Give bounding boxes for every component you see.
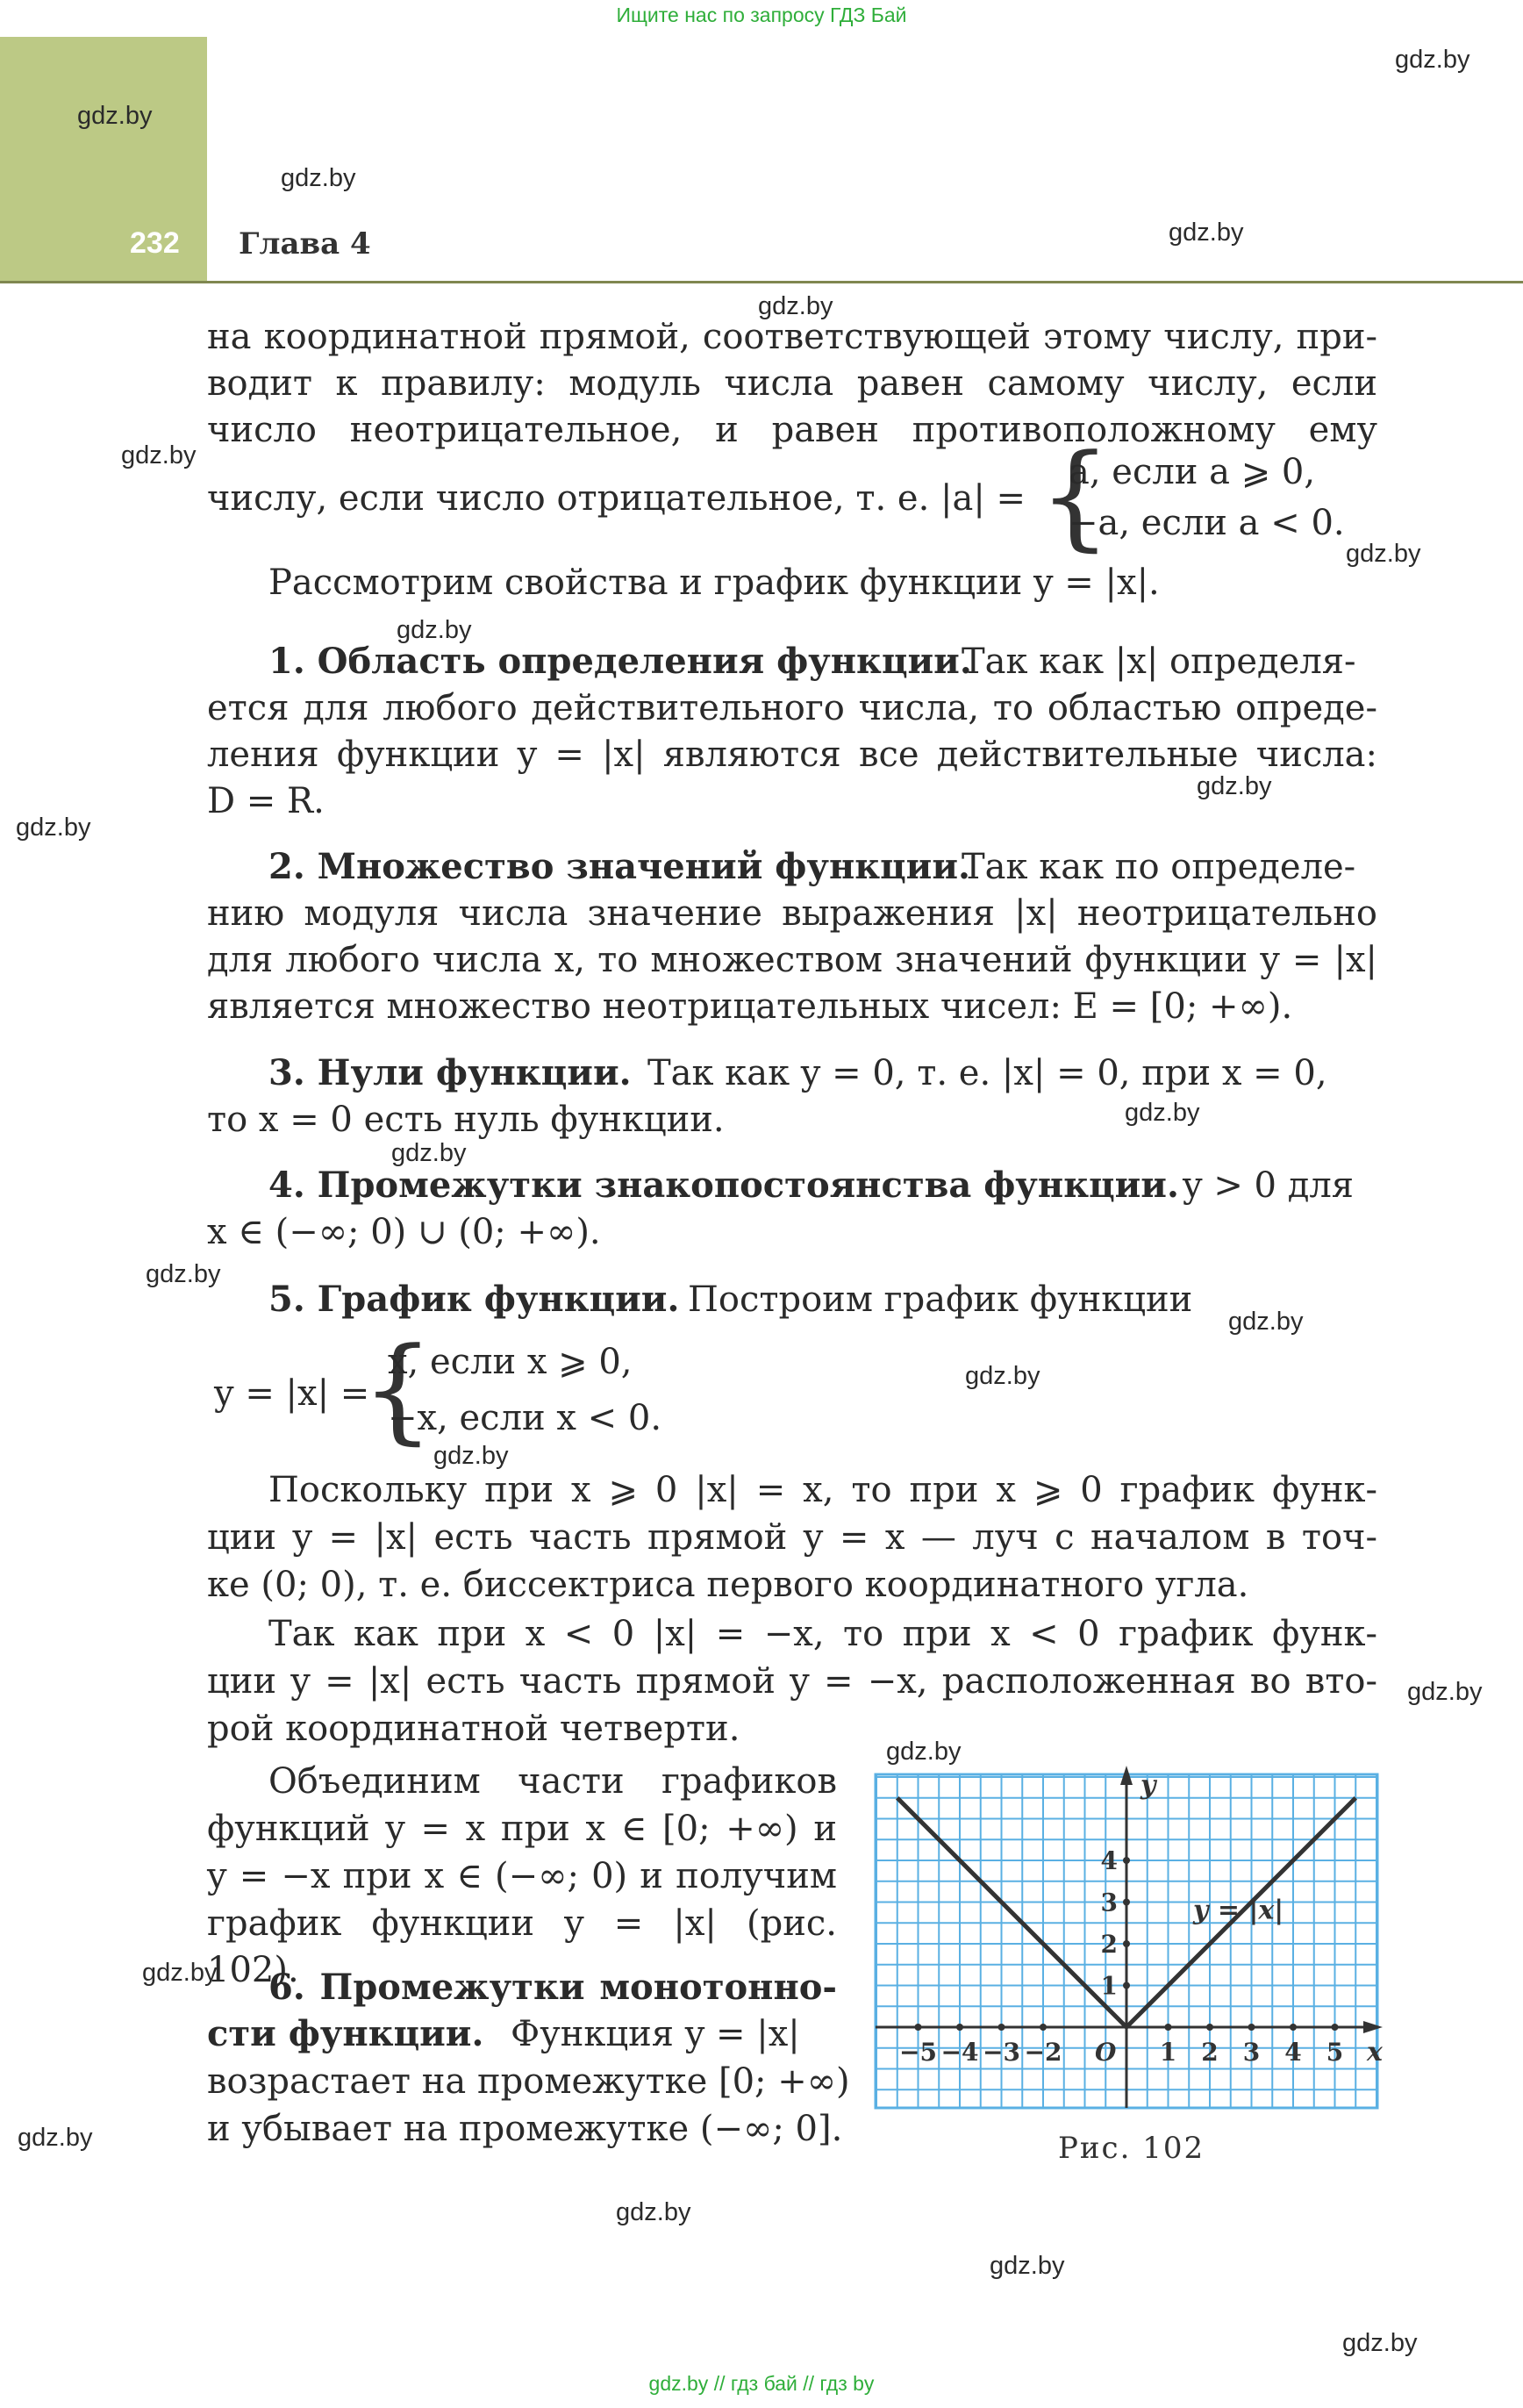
p5d-line: y = −x при x ∈ (−∞; 0) и получим	[207, 1856, 837, 1896]
y-tick-label: 4	[1100, 1846, 1118, 1875]
case-line: x, если x ⩾ 0,	[388, 1342, 633, 1382]
p5d-line: Объединим части графиков	[268, 1761, 837, 1802]
p5-line: Построим график функции	[688, 1279, 1193, 1320]
p3-line: Так как y = 0, т. е. |x| = 0, при x = 0,	[647, 1053, 1327, 1093]
p5-formula-lhs: y = |x| =	[214, 1373, 370, 1414]
watermark: gdz.by	[16, 813, 91, 842]
p5b-line: ции y = |x| есть часть прямой y = x — луч с началом в точ-	[207, 1517, 1377, 1558]
p1-line: Так как |x| определя-	[962, 641, 1356, 682]
x-tick-mark	[915, 2024, 922, 2031]
p5c-line: рой координатной четверти.	[207, 1709, 740, 1749]
p6-line: возрастает на промежутке [0; +∞)	[207, 2061, 850, 2102]
watermark: gdz.by	[1407, 1678, 1483, 1706]
x-tick-mark	[1248, 2024, 1255, 2031]
x-tick-label: −4	[940, 2038, 979, 2067]
x-tick-mark	[1206, 2024, 1213, 2031]
case-brace: {	[1039, 429, 1112, 563]
x-tick-label: 2	[1201, 2038, 1219, 2067]
watermark: gdz.by	[1342, 2329, 1418, 2357]
x-axis-label: x	[1367, 2037, 1383, 2068]
intro-line: водит к правилу: модуль числа равен самому числу, если	[207, 363, 1377, 404]
watermark: gdz.by	[1169, 219, 1244, 247]
y-tick-mark	[1123, 1982, 1130, 1989]
footer-note: gdz.by // гдз бай // гдз by	[648, 2372, 875, 2395]
p1-title: 1. Область определения функции.	[268, 641, 972, 682]
page-number: 232	[130, 226, 180, 260]
chapter-title: Глава 4	[239, 226, 371, 262]
intro-line: числу, если число отрицательное, т. е. |a| =	[207, 478, 1026, 519]
p5c-line: ции y = |x| есть часть прямой y = −x, расположенная во вто-	[207, 1661, 1377, 1702]
watermark: gdz.by	[1125, 1099, 1200, 1127]
p1-line: D = R.	[207, 781, 325, 821]
watermark: gdz.by	[433, 1442, 509, 1470]
p1-line: ется для любого действительного числа, то областью опреде-	[207, 688, 1377, 728]
top-note: Ищите нас по запросу ГДЗ Бай	[616, 4, 907, 26]
x-tick-mark	[1040, 2024, 1047, 2031]
watermark: gdz.by	[886, 1738, 962, 1766]
case-line: −a, если a < 0.	[1069, 503, 1345, 543]
watermark: gdz.by	[77, 102, 153, 130]
p1-line: ления функции y = |x| являются все действительные числа:	[207, 735, 1377, 775]
watermark: gdz.by	[1228, 1308, 1304, 1336]
watermark: gdz.by	[616, 2198, 691, 2226]
intro-line: на координатной прямой, соответствующей этому числу, при-	[207, 317, 1377, 357]
watermark: gdz.by	[281, 164, 356, 192]
consider-line: Рассмотрим свойства и график функции y = |x|.	[268, 563, 1160, 603]
watermark: gdz.by	[121, 441, 197, 469]
p4-title: 4. Промежутки знакопостоянства функции.	[268, 1165, 1179, 1206]
p5c-line: Так как при x < 0 |x| = −x, то при x < 0 график функ-	[268, 1614, 1377, 1654]
p5b-line: Поскольку при x ⩾ 0 |x| = x, то при x ⩾ 0 график функ-	[268, 1470, 1377, 1510]
p3-line: то x = 0 есть нуль функции.	[207, 1100, 725, 1140]
p2-line: для любого числа x, то множеством значений функции y = |x|	[207, 940, 1377, 980]
y-axis-label: y	[1140, 1770, 1156, 1801]
watermark: gdz.by	[965, 1362, 1040, 1390]
x-tick-label: 4	[1284, 2038, 1302, 2067]
y-tick-label: 3	[1100, 1888, 1118, 1917]
p5b-line: ке (0; 0), т. е. биссектриса первого координатного угла.	[207, 1565, 1249, 1605]
watermark: gdz.by	[990, 2252, 1065, 2280]
graph-abs-x	[869, 1764, 1386, 2115]
x-tick-label: 5	[1326, 2038, 1344, 2067]
x-tick-label: −3	[983, 2038, 1020, 2067]
p3-title: 3. Нули функции.	[268, 1052, 632, 1093]
watermark: gdz.by	[758, 292, 833, 320]
y-tick-mark	[1123, 1899, 1130, 1906]
p6-line: Функция y = |x|	[511, 2014, 800, 2054]
x-tick-label: −5	[899, 2038, 937, 2067]
watermark: gdz.by	[1346, 540, 1421, 568]
x-tick-mark	[998, 2024, 1005, 2031]
origin-label: O	[1095, 2038, 1117, 2067]
x-axis-arrow	[1363, 2021, 1383, 2033]
case-line: −x, если x < 0.	[388, 1398, 662, 1438]
x-tick-mark	[1332, 2024, 1339, 2031]
y-tick-label: 1	[1100, 1971, 1118, 2001]
y-tick-mark	[1123, 1940, 1130, 1947]
intro-line: число неотрицательное, и равен противоположному ему	[207, 410, 1377, 450]
p6-title: сти функции.	[207, 2013, 484, 2054]
watermark: gdz.by	[391, 1139, 467, 1167]
p4-line: x ∈ (−∞; 0) ∪ (0; +∞).	[207, 1212, 601, 1252]
p6-line: и убывает на промежутке (−∞; 0].	[207, 2109, 843, 2149]
x-tick-label: 3	[1242, 2038, 1261, 2067]
y-tick-label: 2	[1100, 1930, 1118, 1959]
header-rule	[0, 281, 1523, 283]
x-tick-mark	[956, 2024, 963, 2031]
case-line: a, если a ⩾ 0,	[1069, 452, 1316, 492]
figure-caption: Рис. 102	[1058, 2131, 1205, 2166]
x-tick-label: −2	[1024, 2038, 1062, 2067]
p4-line: y > 0 для	[1183, 1165, 1354, 1206]
p5d-line: график функции y = |x| (рис. 102).	[207, 1903, 837, 1990]
watermark: gdz.by	[1197, 772, 1272, 800]
p6-title: 6. Промежутки монотонно-	[268, 1967, 837, 2008]
p2-line: нию модуля числа значение выражения |x| неотрицательно	[207, 893, 1377, 934]
case-brace: {	[361, 1322, 434, 1456]
p5-title: 5. График функции.	[268, 1279, 680, 1320]
curve-label: y = |x|	[1193, 1895, 1284, 1926]
p2-line: является множество неотрицательных чисел: E = [0; +∞).	[207, 986, 1293, 1027]
watermark: gdz.by	[1395, 46, 1470, 74]
x-tick-label: 1	[1159, 2038, 1177, 2067]
x-tick-mark	[1165, 2024, 1172, 2031]
watermark: gdz.by	[142, 1959, 218, 1987]
x-tick-mark	[1290, 2024, 1297, 2031]
watermark: gdz.by	[18, 2124, 93, 2152]
watermark: gdz.by	[397, 616, 472, 644]
p5d-line: функций y = x при x ∈ [0; +∞) и	[207, 1809, 837, 1849]
y-tick-mark	[1123, 1857, 1130, 1864]
p2-title: 2. Множество значений функции.	[268, 846, 970, 887]
p2-line: Так как по определе-	[962, 847, 1356, 887]
watermark: gdz.by	[146, 1260, 221, 1288]
